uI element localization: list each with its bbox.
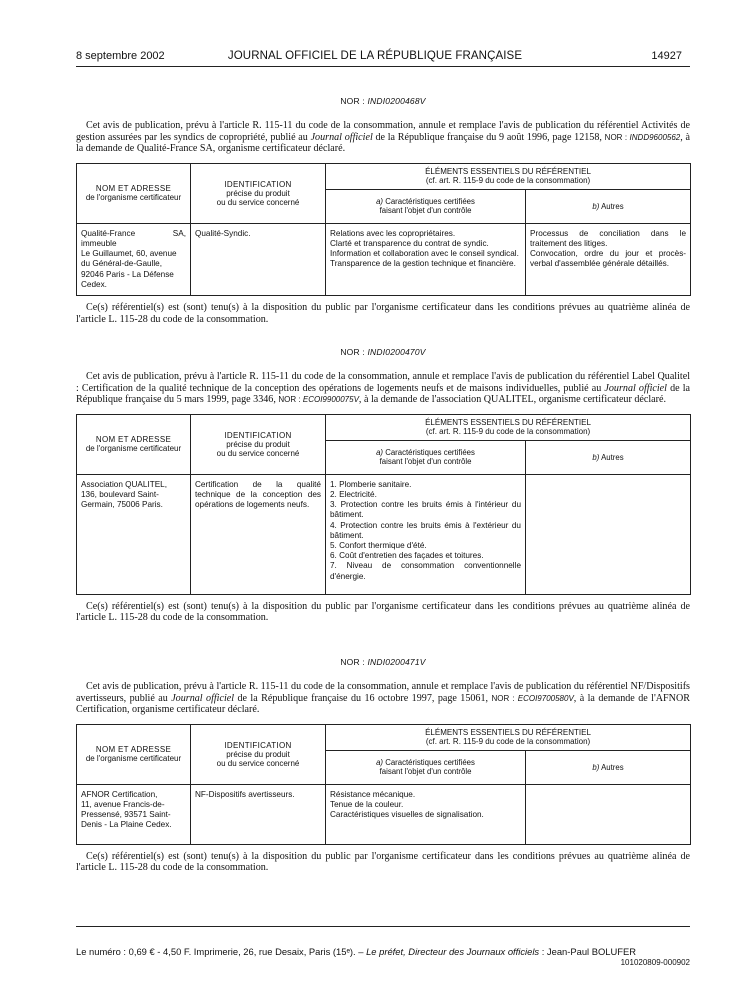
- identification-cell: Qualité-Syndic.: [191, 223, 326, 295]
- identification-cell: Certification de la qualité technique de la conception des opérations de logements neufs.: [191, 474, 326, 594]
- caracteristique-item: Tenue de la couleur.: [330, 799, 404, 809]
- nor-line: [76, 657, 690, 667]
- footer-printer: Imprimerie, 26, rue Desaix, Paris (15ᵉ). –: [191, 946, 367, 957]
- caracteristiques-cell: [326, 223, 526, 295]
- intro-text: de la République française du 16 octobre 1997, page 15061,: [234, 692, 492, 704]
- footer-code: 101020809-000902: [620, 958, 690, 967]
- header-label: Caractéristiques certifiées: [383, 197, 475, 207]
- header-letter: a): [376, 197, 384, 207]
- header-identification: [191, 414, 326, 474]
- page-footer: [76, 946, 690, 967]
- header-label: faisant l'objet d'un contrôle: [379, 767, 472, 777]
- autre-item: Processus de conciliation dans le traitement des litiges.: [530, 228, 687, 248]
- caracteristique-item: 3. Protection contre les bruits émis à l'intérieur du bâtiment.: [330, 500, 521, 520]
- intro-text: Cet avis de publication, prévu à l'article R. 115-11 du code de la consommation, annule et remplace l'avis de publication du référentiel Activités de gestion assurées par les syndics de copropriété, publié au: [76, 120, 690, 143]
- notice-footnote: Ce(s) référentiel(s) est (sont) tenu(s) à la disposition du public par l'organisme certificateur dans les conditions prévues au quatrième alinéa de l'article L. 115-28 du code de la consommation.: [76, 850, 690, 874]
- autre-item: Convocation, ordre du jour et procès-verbal d'assemblée générale détaillés.: [530, 249, 687, 269]
- organisme-line: Qualité-France SA, immeuble: [81, 228, 186, 248]
- header-label: Caractéristiques certifiées: [383, 448, 475, 458]
- caracteristique-item: Clarté et transparence du contrat de syndic.: [330, 238, 489, 248]
- header-page-number: 14927: [651, 50, 682, 62]
- header-label: ÉLÉMENTS ESSENTIELS DU RÉFÉRENTIEL: [425, 727, 591, 737]
- autres-cell: [526, 223, 691, 295]
- journal-officiel-ref: Journal officiel: [171, 692, 235, 704]
- nor-line: [76, 347, 690, 357]
- header-label: faisant l'objet d'un contrôle: [379, 206, 472, 216]
- organisme-line: 136, boulevard Saint-: [81, 489, 159, 499]
- caracteristique-item: 7. Niveau de consommation conventionnelle d'énergie.: [330, 561, 521, 581]
- footer-prefet: Le préfet, Directeur des Journaux officiels: [366, 946, 540, 957]
- nor-code: INDI0200471V: [367, 657, 426, 667]
- header-letter: b): [592, 452, 600, 462]
- header-label: de l'organisme certificateur: [85, 193, 182, 203]
- caracteristique-item: Résistance mécanique.: [330, 789, 416, 799]
- header-autres: [526, 189, 691, 223]
- organisme-line: 92046 Paris - La Défense: [81, 269, 174, 279]
- organisme-line: Association QUALITEL,: [81, 479, 168, 489]
- organisme-line: Le Guillaumet, 60, avenue: [81, 249, 177, 259]
- header-label: ÉLÉMENTS ESSENTIELS DU RÉFÉRENTIEL: [425, 166, 591, 176]
- header-label: NOM ET ADRESSE: [95, 184, 172, 194]
- ref-code: ECOI9700580V: [517, 693, 574, 703]
- referentiel-table: [76, 724, 691, 845]
- header-label: précise du produit: [226, 439, 290, 449]
- header-nom-adresse: [77, 724, 191, 784]
- organisme-cell: [77, 474, 191, 594]
- notice-intro: [76, 120, 690, 155]
- header-label: NOM ET ADRESSE: [95, 435, 172, 445]
- notice-intro: [76, 681, 690, 716]
- header-label: précise du produit: [226, 188, 290, 198]
- header-label: (cf. art. R. 115-9 du code de la consommation): [425, 736, 591, 746]
- nor-prefix: NOR :: [340, 657, 365, 667]
- notice-footnote: Ce(s) référentiel(s) est (sont) tenu(s) à la disposition du public par l'organisme certificateur dans les conditions prévues au quatrième alinéa de l'article L. 115-28 du code de la consommation.: [76, 302, 690, 325]
- notice-3: [76, 657, 690, 874]
- referentiel-table: [76, 163, 691, 296]
- caracteristiques-cell: [326, 474, 526, 594]
- journal-officiel-ref: Journal officiel: [310, 131, 373, 143]
- caracteristique-item: 2. Electricité.: [330, 489, 377, 499]
- nor-code: INDI0200468V: [367, 96, 426, 106]
- header-label: Autres: [599, 201, 624, 211]
- caracteristique-item: Information et collaboration avec le conseil syndical.: [330, 249, 519, 259]
- header-identification: [191, 163, 326, 223]
- notice-footnote: Ce(s) référentiel(s) est (sont) tenu(s) à la disposition du public par l'organisme certificateur dans les conditions prévues au quatrième alinéa de l'article L. 115-28 du code de la consommation.: [76, 600, 690, 624]
- header-caracteristiques: [326, 189, 526, 223]
- header-label: IDENTIFICATION: [224, 179, 292, 189]
- identification-cell: NF-Dispositifs avertisseurs.: [191, 784, 326, 844]
- caracteristique-item: 1. Plomberie sanitaire.: [330, 479, 412, 489]
- organisme-line: Germain, 75006 Paris.: [81, 500, 163, 510]
- notice-intro: [76, 371, 690, 406]
- caracteristiques-cell: [326, 784, 526, 844]
- autres-cell: [526, 474, 691, 594]
- header-divider: [76, 66, 690, 67]
- header-nom-adresse: [77, 414, 191, 474]
- header-label: de l'organisme certificateur: [85, 444, 182, 454]
- footer-divider: [76, 926, 690, 927]
- header-letter: a): [376, 758, 384, 768]
- caracteristique-item: Transparence de la gestion technique et financière.: [330, 259, 516, 269]
- notice-1: [76, 96, 690, 325]
- ref-prefix: NOR :: [491, 693, 515, 703]
- header-autres: [526, 440, 691, 474]
- autres-cell: [526, 784, 691, 844]
- header-label: (cf. art. R. 115-9 du code de la consommation): [425, 426, 591, 436]
- page-header: [0, 50, 750, 66]
- header-label: IDENTIFICATION: [224, 430, 292, 440]
- organisme-line: 11, avenue Francis-de-: [81, 799, 165, 809]
- intro-text: de la République française du 9 août 1996, page 12158,: [372, 131, 605, 143]
- caracteristique-item: 6. Coût d'entretien des façades et toitures.: [330, 551, 484, 561]
- header-label: ou du service concerné: [216, 448, 300, 458]
- intro-text: Cet avis de publication, prévu à l'article R. 115-11 du code de la consommation, annule et remplace l'avis de publication du référentiel NF/Dispositifs avertisseurs, publié au: [76, 681, 690, 704]
- organisme-line: Cedex.: [81, 279, 107, 289]
- intro-text: Cet avis de publication, prévu à l'article R. 115-11 du code de la consommation, annule et remplace l'avis de publication du référentiel Label Qualitel : Certification de la qualité technique de la conception des opérations de logements neufs et de maisons individuelles, publié au: [76, 371, 690, 394]
- nor-line: [76, 96, 690, 106]
- header-date: 8 septembre 2002: [76, 50, 165, 62]
- organisme-cell: [77, 784, 191, 844]
- header-letter: b): [592, 201, 600, 211]
- header-letter: a): [376, 448, 384, 458]
- intro-text: , à la demande de Qualité-France SA, organisme certificateur déclaré.: [76, 131, 690, 155]
- header-caracteristiques: [326, 440, 526, 474]
- header-label: précise du produit: [226, 749, 290, 759]
- header-title: JOURNAL OFFICIEL DE LA RÉPUBLIQUE FRANÇAISE: [227, 50, 523, 62]
- footer-director-name: : Jean-Paul BOLUFER: [539, 946, 637, 957]
- header-label: ou du service concerné: [216, 758, 300, 768]
- header-letter: b): [592, 762, 600, 772]
- header-elements-essentiels: [326, 724, 691, 750]
- ref-prefix: NOR :: [604, 132, 628, 142]
- header-caracteristiques: [326, 750, 526, 784]
- nor-prefix: NOR :: [340, 96, 365, 106]
- organisme-line: AFNOR Certification,: [81, 789, 158, 799]
- nor-code: INDI0200470V: [367, 347, 426, 357]
- organisme-line: du Général-de-Gaulle,: [81, 259, 163, 269]
- intro-text: , à la demande de l'association QUALITEL, organisme certificateur déclaré.: [358, 394, 667, 406]
- caracteristique-item: Caractéristiques visuelles de signalisation.: [330, 810, 484, 820]
- ref-code: ECOI9900075V: [302, 395, 359, 405]
- organisme-line: Pressensé, 93571 Saint-: [81, 810, 171, 820]
- organisme-line: Denis - La Plaine Cedex.: [81, 820, 172, 830]
- nor-prefix: NOR :: [340, 347, 365, 357]
- caracteristique-item: Relations avec les copropriétaires.: [330, 228, 456, 238]
- header-elements-essentiels: [326, 163, 691, 189]
- footer-price: 0,69 € - 4,50 F.: [128, 946, 192, 957]
- header-label: Caractéristiques certifiées: [383, 758, 475, 768]
- header-elements-essentiels: [326, 414, 691, 440]
- notice-2: [76, 347, 690, 624]
- intro-text: de la République française du 5 mars 1999, page 3346,: [76, 382, 690, 406]
- header-label: IDENTIFICATION: [224, 740, 292, 750]
- intro-text: , à la demande de l'AFNOR Certification, organisme certificateur déclaré.: [76, 692, 690, 716]
- header-label: ou du service concerné: [216, 197, 300, 207]
- header-label: NOM ET ADRESSE: [95, 745, 172, 755]
- organisme-cell: [77, 223, 191, 295]
- footer-label: Le numéro :: [76, 946, 129, 957]
- caracteristique-item: 4. Protection contre les bruits émis à l'extérieur du bâtiment.: [330, 520, 521, 540]
- header-label: faisant l'objet d'un contrôle: [379, 457, 472, 467]
- referentiel-table: [76, 414, 691, 595]
- ref-code: INDD9600562: [629, 132, 681, 142]
- caracteristique-item: 5. Confort thermique d'été.: [330, 541, 427, 550]
- header-label: Autres: [599, 762, 624, 772]
- header-identification: [191, 724, 326, 784]
- header-label: ÉLÉMENTS ESSENTIELS DU RÉFÉRENTIEL: [425, 417, 591, 427]
- journal-officiel-ref: Journal officiel: [604, 382, 667, 394]
- ref-prefix: NOR :: [278, 395, 301, 405]
- header-label: de l'organisme certificateur: [85, 754, 182, 764]
- header-autres: [526, 750, 691, 784]
- header-nom-adresse: [77, 163, 191, 223]
- header-label: Autres: [599, 452, 624, 462]
- header-label: (cf. art. R. 115-9 du code de la consommation): [425, 175, 591, 185]
